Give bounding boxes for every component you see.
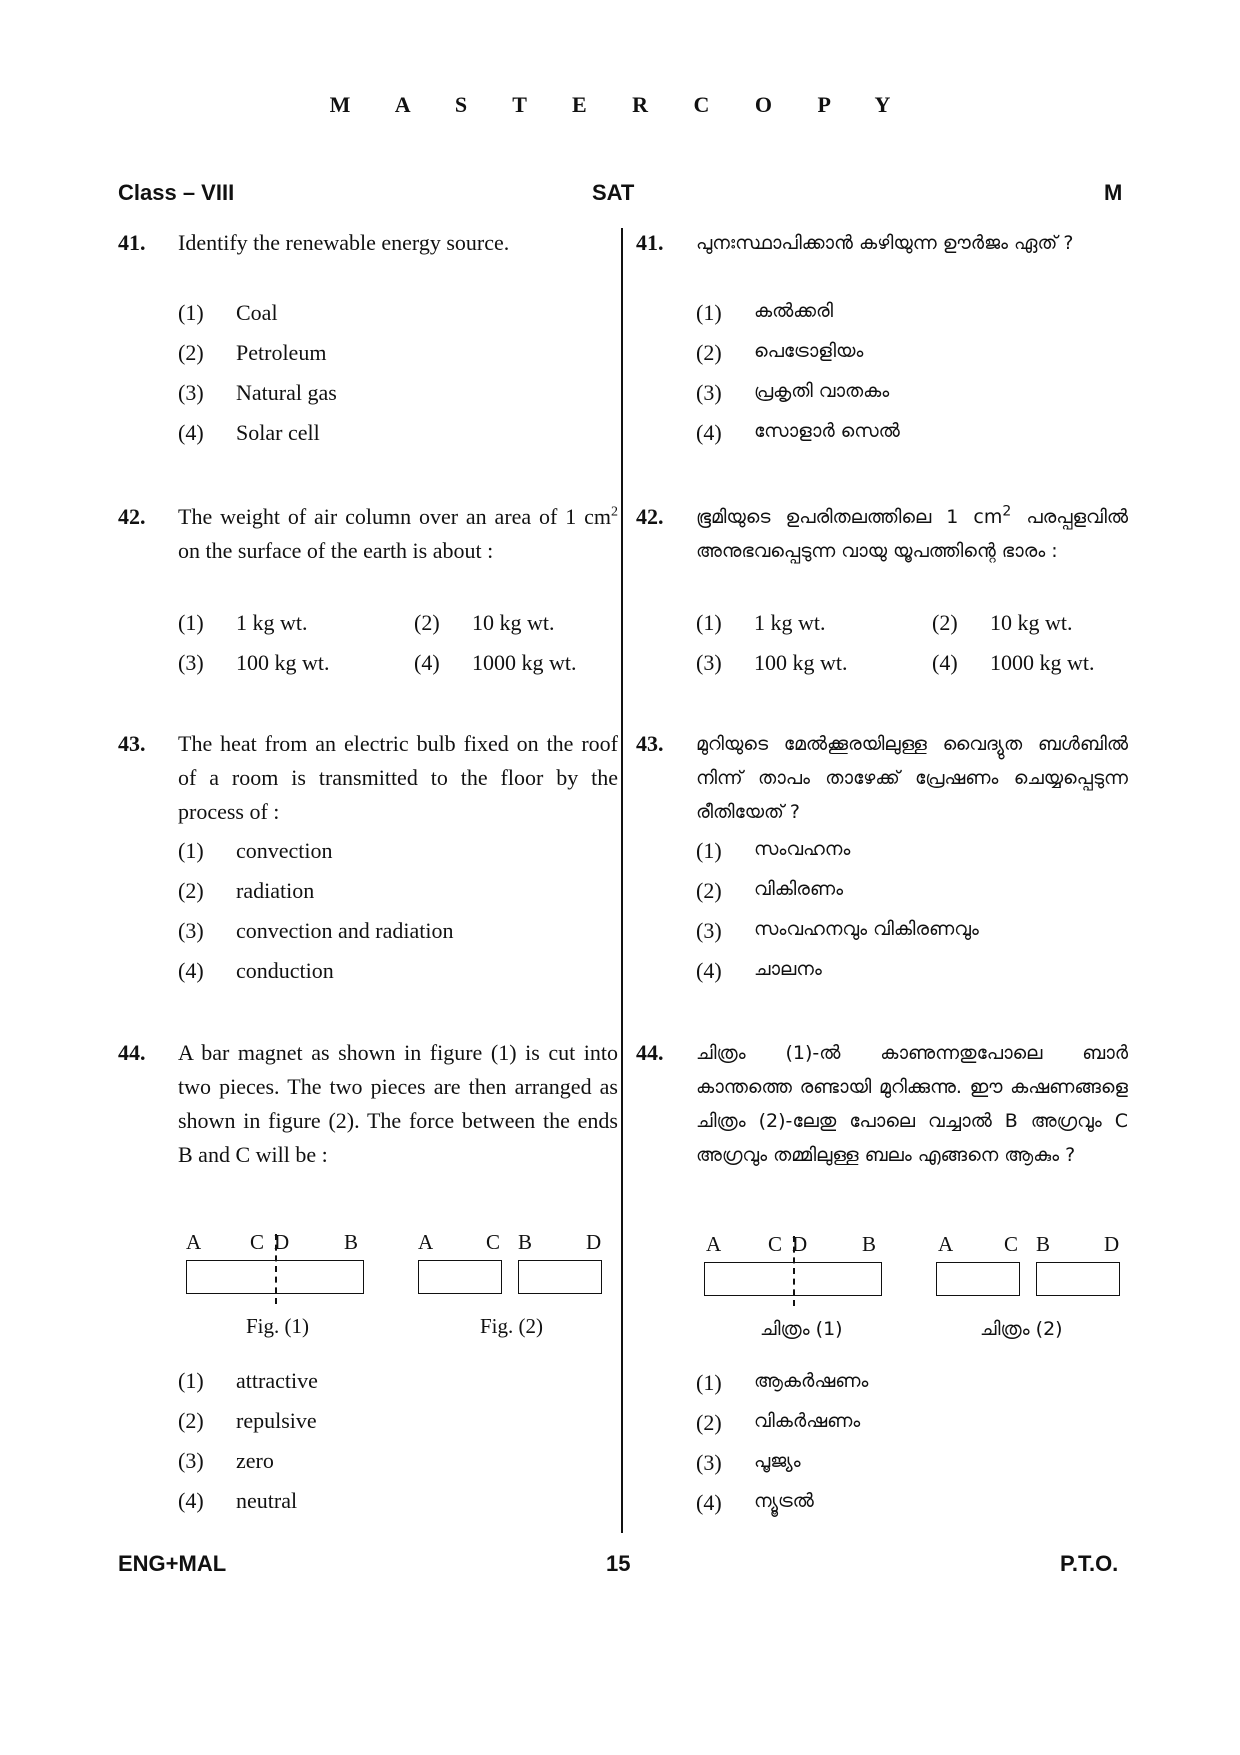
option[interactable]: 1000 kg wt. <box>990 650 1095 675</box>
question-stem: ഭൂമിയുടെ ഉപരിതലത്തിലെ 1 $cm^2$ പരപ്പളവിൽ അനുഭവപ്പെടുന്ന വായു യൂപത്തിന്റെ ഭാരം : <box>696 503 1128 562</box>
series-code: M <box>1104 180 1123 205</box>
label-b: B <box>1036 1232 1051 1256</box>
question-stem: ചിത്രം (1)-ൽ കാണുന്നതുപോലെ ബാർ കാന്തത്തെ രണ്ടായി മുറിക്കുന്നു. ഈ കഷണങ്ങളെ ചിത്രം (2)-ലേതു പോലെ വച്ചാൽ B അഗ്രവും C അഗ്രവും തമ്മിലുള്ള ബലം എങ്ങനെ ആകും ? <box>696 1042 1128 1166</box>
question-stem: Identify the renewable energy source. <box>178 230 510 255</box>
option[interactable]: (4) conduction <box>178 958 334 983</box>
question-stem: The heat from an electric bulb fixed on the roof of a room is transmitted to the floor by the process of : <box>178 731 618 824</box>
label-a: A <box>186 1230 202 1254</box>
question-stem: പുനഃസ്ഥാപിക്കാൻ കഴിയുന്ന ഊർജം ഏത് ? <box>696 232 1074 254</box>
magnet-figure-en <box>186 1230 626 1350</box>
options-44-ml <box>696 1370 1128 1530</box>
option[interactable]: 1000 kg wt. <box>472 650 577 675</box>
fig-2-caption: ചിത്രം (2) <box>980 1318 1063 1340</box>
option[interactable]: (4) Solar cell <box>178 420 320 445</box>
question-42-en <box>118 500 618 568</box>
option[interactable]: (1) കൽക്കരി <box>696 300 833 325</box>
option[interactable]: (2) Petroleum <box>178 340 327 365</box>
options-43-en <box>178 838 618 998</box>
option[interactable]: (3) പൂജ്യം <box>696 1450 801 1475</box>
question-43-ml <box>636 727 1128 829</box>
options-43-ml <box>696 838 1128 998</box>
label-d: D <box>1104 1232 1120 1256</box>
option[interactable]: (2) repulsive <box>178 1408 317 1433</box>
label-b: B <box>518 1230 533 1254</box>
label-d: D <box>586 1230 602 1254</box>
label-c: C <box>768 1232 783 1256</box>
options-42-ml <box>696 610 1128 690</box>
option[interactable]: (1) attractive <box>178 1368 318 1393</box>
option[interactable]: 100 kg wt. <box>754 650 848 675</box>
option[interactable]: (4) ചാലനം <box>696 958 822 983</box>
question-number: 42. <box>636 504 664 529</box>
option-row: (1) 1 kg wt. (2) 10 kg wt. <box>696 610 1073 635</box>
question-44-en <box>118 1036 618 1172</box>
label-a: A <box>938 1232 954 1256</box>
exam-label: SAT <box>592 180 635 205</box>
label-d: D <box>792 1232 808 1256</box>
option[interactable]: (2) വികിരണം <box>696 878 844 903</box>
options-41-en <box>178 300 618 460</box>
question-number: 43. <box>118 731 146 756</box>
question-42-ml <box>636 500 1128 568</box>
question-number: 44. <box>118 1040 146 1065</box>
option-row: (3) 100 kg wt. (4) 1000 kg wt. <box>696 650 1095 675</box>
cut-line <box>793 1236 795 1306</box>
option[interactable]: (3) സംവഹനവും വികിരണവും <box>696 918 979 943</box>
question-number: 41. <box>636 230 664 255</box>
label-a: A <box>418 1230 434 1254</box>
option[interactable]: (2) radiation <box>178 878 315 903</box>
question-number: 44. <box>636 1040 664 1065</box>
option[interactable]: (4) ന്യൂട്രൽ <box>696 1490 814 1515</box>
option[interactable]: (3) പ്രകൃതി വാതകം <box>696 380 890 405</box>
option[interactable]: 100 kg wt. <box>236 650 330 675</box>
label-b: B <box>862 1232 877 1256</box>
option[interactable]: 10 kg wt. <box>990 610 1073 635</box>
option[interactable]: 10 kg wt. <box>472 610 555 635</box>
question-stem: A bar magnet as shown in figure (1) is cut into two pieces. The two pieces are then arranged as shown in figure (2). The force between the ends B and C will be : <box>178 1040 618 1167</box>
option[interactable]: 1 kg wt. <box>236 610 308 635</box>
question-number: 42. <box>118 504 146 529</box>
question-43-en <box>118 727 618 829</box>
option-row: (1) 1 kg wt. (2) 10 kg wt. <box>178 610 555 635</box>
language-label: ENG+MAL <box>118 1551 227 1576</box>
option[interactable]: 1 kg wt. <box>754 610 826 635</box>
fig-2-caption: Fig. (2) <box>480 1314 543 1338</box>
option[interactable]: (1) സംവഹനം <box>696 838 851 863</box>
question-stem: മുറിയുടെ മേൽക്കൂരയിലുള്ള വൈദ്യുത ബൾബിൽ നിന്ന് താപം താഴേക്ക് പ്രേഷണം ചെയ്യപ്പെടുന്ന രീതിയേത് ? <box>696 733 1128 823</box>
option[interactable]: (2) പെട്രോളിയം <box>696 340 864 365</box>
master-copy-heading: M A S T E R C O P Y <box>329 92 911 117</box>
question-41-en <box>118 226 618 260</box>
magnet-figure-ml <box>704 1232 1144 1352</box>
option[interactable]: (2) വികർഷണം <box>696 1410 861 1435</box>
option[interactable]: (3) convection and radiation <box>178 918 454 943</box>
label-b: B <box>344 1230 359 1254</box>
question-number: 41. <box>118 230 146 255</box>
fig-1-caption: ചിത്രം (1) <box>760 1318 843 1340</box>
options-44-en <box>178 1368 618 1528</box>
option[interactable]: (3) Natural gas <box>178 380 337 405</box>
cut-line <box>275 1234 277 1304</box>
magnet-piece-1 <box>936 1262 1020 1296</box>
label-d: D <box>274 1230 290 1254</box>
page-number: 15 <box>606 1551 631 1576</box>
options-41-ml <box>696 300 1128 460</box>
fig-1-caption: Fig. (1) <box>246 1314 309 1338</box>
question-number: 43. <box>636 731 664 756</box>
option[interactable]: (1) Coal <box>178 300 278 325</box>
label-c: C <box>1004 1232 1019 1256</box>
option[interactable]: (4) neutral <box>178 1488 298 1513</box>
label-a: A <box>706 1232 722 1256</box>
label-c: C <box>486 1230 501 1254</box>
question-stem: The weight of air column over an area of 1 $cm^2$ on the surface of the earth is about : <box>178 504 618 563</box>
magnet-piece-2 <box>1036 1262 1120 1296</box>
option[interactable]: (1) ആകർഷണം <box>696 1370 869 1395</box>
pto-label: P.T.O. <box>1060 1551 1119 1576</box>
class-label: Class – VIII <box>118 180 235 205</box>
magnet-piece-1 <box>418 1260 502 1294</box>
question-41-ml <box>636 226 1128 260</box>
question-44-ml <box>636 1036 1128 1172</box>
magnet-piece-2 <box>518 1260 602 1294</box>
options-42-en <box>178 610 618 690</box>
option[interactable]: (4) സോളാർ സെൽ <box>696 420 900 445</box>
option-row: (3) 100 kg wt. (4) 1000 kg wt. <box>178 650 577 675</box>
option[interactable]: (3) zero <box>178 1448 274 1473</box>
option[interactable]: (1) convection <box>178 838 333 863</box>
label-c: C <box>250 1230 265 1254</box>
